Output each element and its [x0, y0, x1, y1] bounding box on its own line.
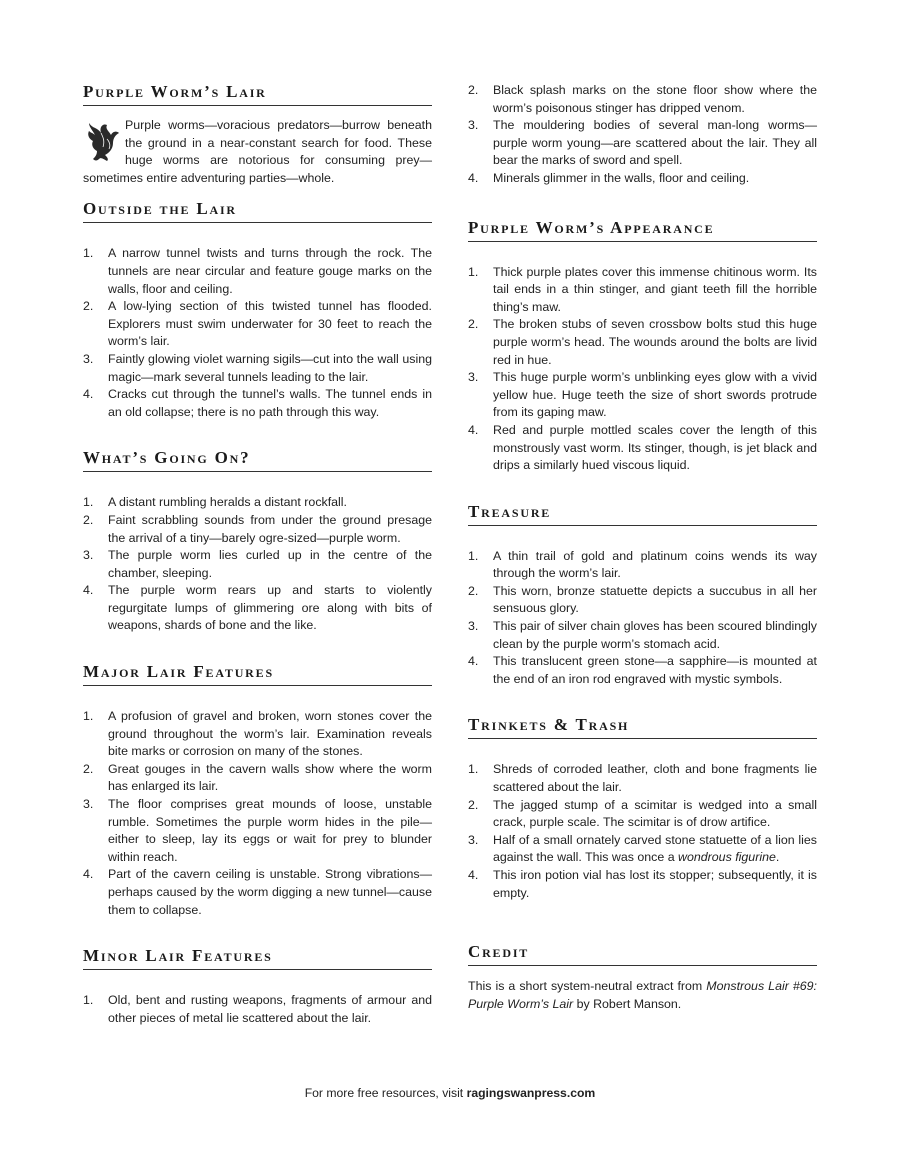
footer-link[interactable]: ragingswanpress.com	[466, 1086, 596, 1100]
list-item: 3. This pair of silver chain gloves has been scoured blindingly clean by the purple worm’s stomach acid.	[468, 619, 817, 651]
list-item: 1. A profusion of gravel and broken, worn stones cover the ground throughout the worm’s lair. Examination reveals bite marks or corrosion on many of the stones.	[83, 709, 432, 759]
list-item: 3. This huge purple worm’s unblinking eyes glow with a vivid yellow hue. Huge teeth the size of short swords protrude from its gaping maw.	[468, 370, 817, 420]
list-item: 2. This worn, bronze statuette depicts a succubus in all her sensuous glory.	[468, 583, 817, 616]
appearance-title: Purple Worm’s Appearance	[468, 218, 817, 242]
right-column	[468, 82, 817, 1013]
list-item: 3. The floor comprises great mounds of loose, unstable rumble. Sometimes the purple worm hides in the pile—either to sleep, lay its eggs or wait for prey to blunder within reach.	[83, 797, 432, 864]
list-item: 3. Half of a small ornately carved stone statuette of a lion lies against the wall. This was once a wondrous figurine.	[468, 832, 817, 865]
wondrous-figurine-text: wondrous figurine	[678, 850, 776, 865]
list-item: 4. This iron potion vial has lost its stopper; subsequently, it is empty.	[468, 868, 817, 900]
list-item: 4. This translucent green stone—a sapphire—is mounted at the end of an iron rod engraved with mystic symbols.	[468, 654, 817, 686]
list-item: 2. A low-lying section of this twisted tunnel has flooded. Explorers must swim underwater for 30 feet to reach the worm’s lair.	[83, 299, 432, 349]
major-title: Major Lair Features	[83, 662, 432, 686]
list-item: 4. Red and purple mottled scales cover the length of this monstrously vast worm. Its stinger, though, is jet black and drips a similarly hued viscous liquid.	[468, 422, 817, 473]
credit-text: This is a short system-neutral extract from Monstrous Lair #69: Purple Worm’s Lair by Robert Manson.	[468, 979, 817, 1011]
going-on-title: What’s Going On?	[83, 448, 432, 472]
wyvern-icon	[83, 119, 121, 165]
minor-title: Minor Lair Features	[83, 946, 432, 970]
footer-text: For more free resources, visit	[304, 1086, 467, 1100]
list-item: 1. Shreds of corroded leather, cloth and bone fragments lie scattered about the lair.	[468, 762, 817, 795]
list-item: 2. Great gouges in the cavern walls show where the worm has enlarged its lair.	[83, 761, 432, 794]
list-item: 1. A distant rumbling heralds a distant rockfall.	[83, 495, 347, 510]
list-item: 1. Thick purple plates cover this immense chitinous worm. Its tail ends in a thin stinger, and giant teeth fill the horrible thing’s maw.	[468, 264, 817, 314]
trinkets-title: Trinkets & Trash	[468, 715, 817, 739]
left-column	[83, 82, 432, 1027]
list-item: 2. Black splash marks on the stone floor show where the worm’s poisonous stinger has dripped venom.	[468, 83, 817, 115]
list-item: 1. Old, bent and rusting weapons, fragments of armour and other pieces of metal lie scattered about the lair.	[83, 993, 432, 1025]
trinkets-list	[468, 761, 817, 902]
list-item: 3. The mouldering bodies of several man-long worms—purple worm young—are scattered about the lair. They all bear the marks of sword and spell.	[468, 118, 817, 168]
appearance-list	[468, 264, 817, 475]
list-item: 3. Faintly glowing violet warning sigils—cut into the wall using magic—mark several tunnels leading to the lair.	[83, 351, 432, 384]
footer	[0, 1086, 900, 1100]
credit-book-title: Monstrous Lair #69: Purple Worm’s Lair	[468, 979, 817, 1011]
list-item: 2. The broken stubs of seven crossbow bolts stud this huge purple worm’s head. The wounds around the bolts are livid red in hue.	[468, 317, 817, 367]
credit-title: Credit	[468, 942, 817, 966]
outside-list	[83, 245, 432, 421]
list-item: 3. The purple worm lies curled up in the centre of the chamber, sleeping.	[83, 548, 432, 580]
list-item: 2. The jagged stump of a scimitar is wedged into a small crack, purple scale. The scimitar is of drow artifice.	[468, 797, 817, 830]
lair-title: Purple Worm’s Lair	[83, 82, 432, 106]
list-item: 4. The purple worm rears up and starts to violently regurgitate lumps of glimmering ore along with bits of weapons, shards of bone and the like.	[83, 583, 432, 633]
going-on-list	[83, 494, 432, 635]
list-item: 2. Faint scrabbling sounds from under the ground presage the arrival of a tiny—barely ogre-sized—purple worm.	[83, 512, 432, 545]
treasure-title: Treasure	[468, 502, 817, 526]
list-item: 1. A thin trail of gold and platinum coins wends its way through the worm’s lair.	[468, 548, 817, 581]
list-item: 4. Cracks cut through the tunnel’s walls. The tunnel ends in an old collapse; there is no path through this way.	[83, 387, 432, 419]
minor-list-continued	[468, 82, 817, 188]
list-item: 1. A narrow tunnel twists and turns through the rock. The tunnels are near circular and feature gouge marks on the walls, floor and ceiling.	[83, 246, 432, 296]
list-item: 4. Minerals glimmer in the walls, floor and ceiling.	[468, 170, 750, 185]
treasure-list	[468, 548, 817, 689]
list-item: 4. Part of the cavern ceiling is unstable. Strong vibrations—perhaps caused by the worm digging a new tunnel—cause them to collapse.	[83, 867, 432, 917]
major-list	[83, 708, 432, 919]
minor-list	[83, 992, 432, 1027]
intro-paragraph	[83, 117, 432, 187]
intro-text: Purple worms—voracious predators—burrow beneath the ground in a near-constant search for food. These huge worms are notorious for consuming prey—sometimes entire adventuring parties—whole.	[83, 118, 432, 185]
outside-title: Outside the Lair	[83, 199, 432, 223]
